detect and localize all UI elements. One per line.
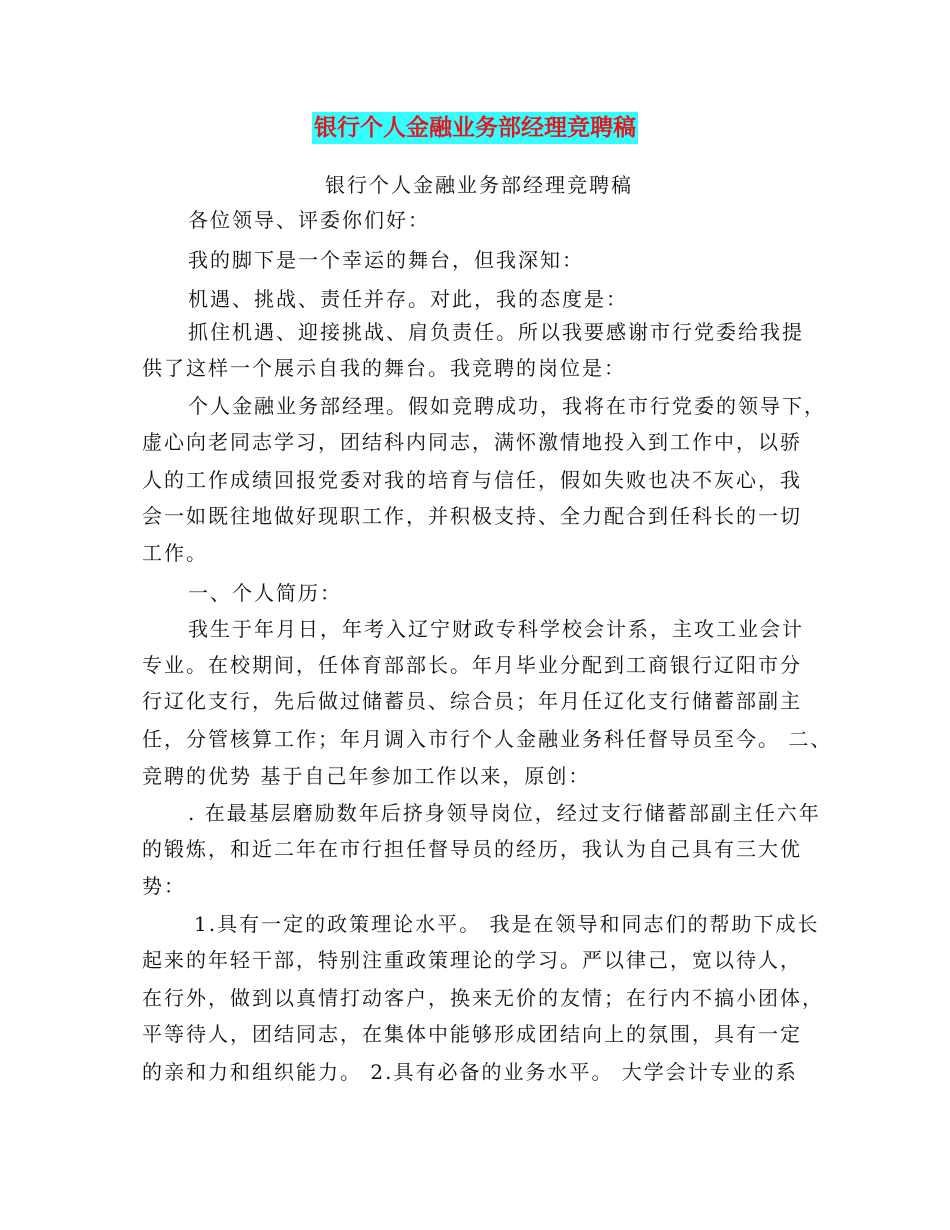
body-line: 在行外，做到以真情打动客户，换来无价的友情；在行内不搞小团体， (142, 986, 824, 1010)
body-line: 机遇、挑战、责任并存。对此，我的态度是： (188, 287, 628, 311)
body-line: 起来的年轻干部，特别注重政策理论的学习。严以律己，宽以待人， (142, 948, 802, 972)
body-line: 抓住机遇、迎接挑战、肩负责任。所以我要感谢市行党委给我提 (188, 320, 804, 344)
body-line: 的亲和力和组织能力。 2.具有必备的业务水平。 大学会计专业的系 (142, 1060, 798, 1084)
body-line: 竞聘的优势 基于自己年参加工作以来，原创： (142, 764, 591, 788)
body-line: 工作。 (142, 541, 208, 565)
body-line: 会一如既往地做好现职工作，并积极支持、全力配合到任科长的一切 (142, 504, 802, 528)
body-line: 平等待人，团结同志，在集体中能够形成团结向上的氛围，具有一定 (142, 1022, 802, 1046)
body-line: 1.具有一定的政策理论水平。 我是在领导和同志们的帮助下成长 (194, 912, 820, 936)
body-line: 虚心向老同志学习，团结科内同志，满怀激情地投入到工作中，以骄 (142, 430, 802, 454)
body-line: 供了这样一个展示自我的舞台。我竞聘的岗位是： (142, 356, 626, 380)
title-container (0, 112, 950, 144)
body-line: . 在最基层磨励数年后挤身领导岗位，经过支行储蓄部副主任六年 (188, 801, 821, 825)
body-line: 我的脚下是一个幸运的舞台，但我深知： (188, 248, 584, 272)
body-line: 个人金融业务部经理。假如竞聘成功，我将在市行党委的领导下， (188, 394, 826, 418)
body-line: 各位领导、评委你们好： (188, 208, 430, 232)
body-line: 专业。在校期间，任体育部部长。年月毕业分配到工商银行辽阳市分 (142, 653, 802, 677)
body-line: 人的工作成绩回报党委对我的培育与信任，假如失败也决不灰心，我 (142, 468, 802, 492)
body-line: 我生于年月日，年考入辽宁财政专科学校会计系，主攻工业会计 (188, 617, 804, 641)
section-heading: 一、个人简历： (188, 581, 342, 605)
body-line: 任，分管核算工作；年月调入市行个人金融业务科任督导员至今。 二、 (142, 727, 833, 751)
body-line: 的锻炼，和近二年在市行担任督导员的经历，我认为自己具有三大优 (142, 837, 802, 861)
document-title: 银行个人金融业务部经理竞聘稿 (312, 112, 638, 144)
subtitle-line: 银行个人金融业务部经理竞聘稿 (325, 173, 633, 197)
body-line: 行辽化支行，先后做过储蓄员、综合员；年月任辽化支行储蓄部副主 (142, 689, 802, 713)
body-line: 势： (142, 874, 186, 898)
